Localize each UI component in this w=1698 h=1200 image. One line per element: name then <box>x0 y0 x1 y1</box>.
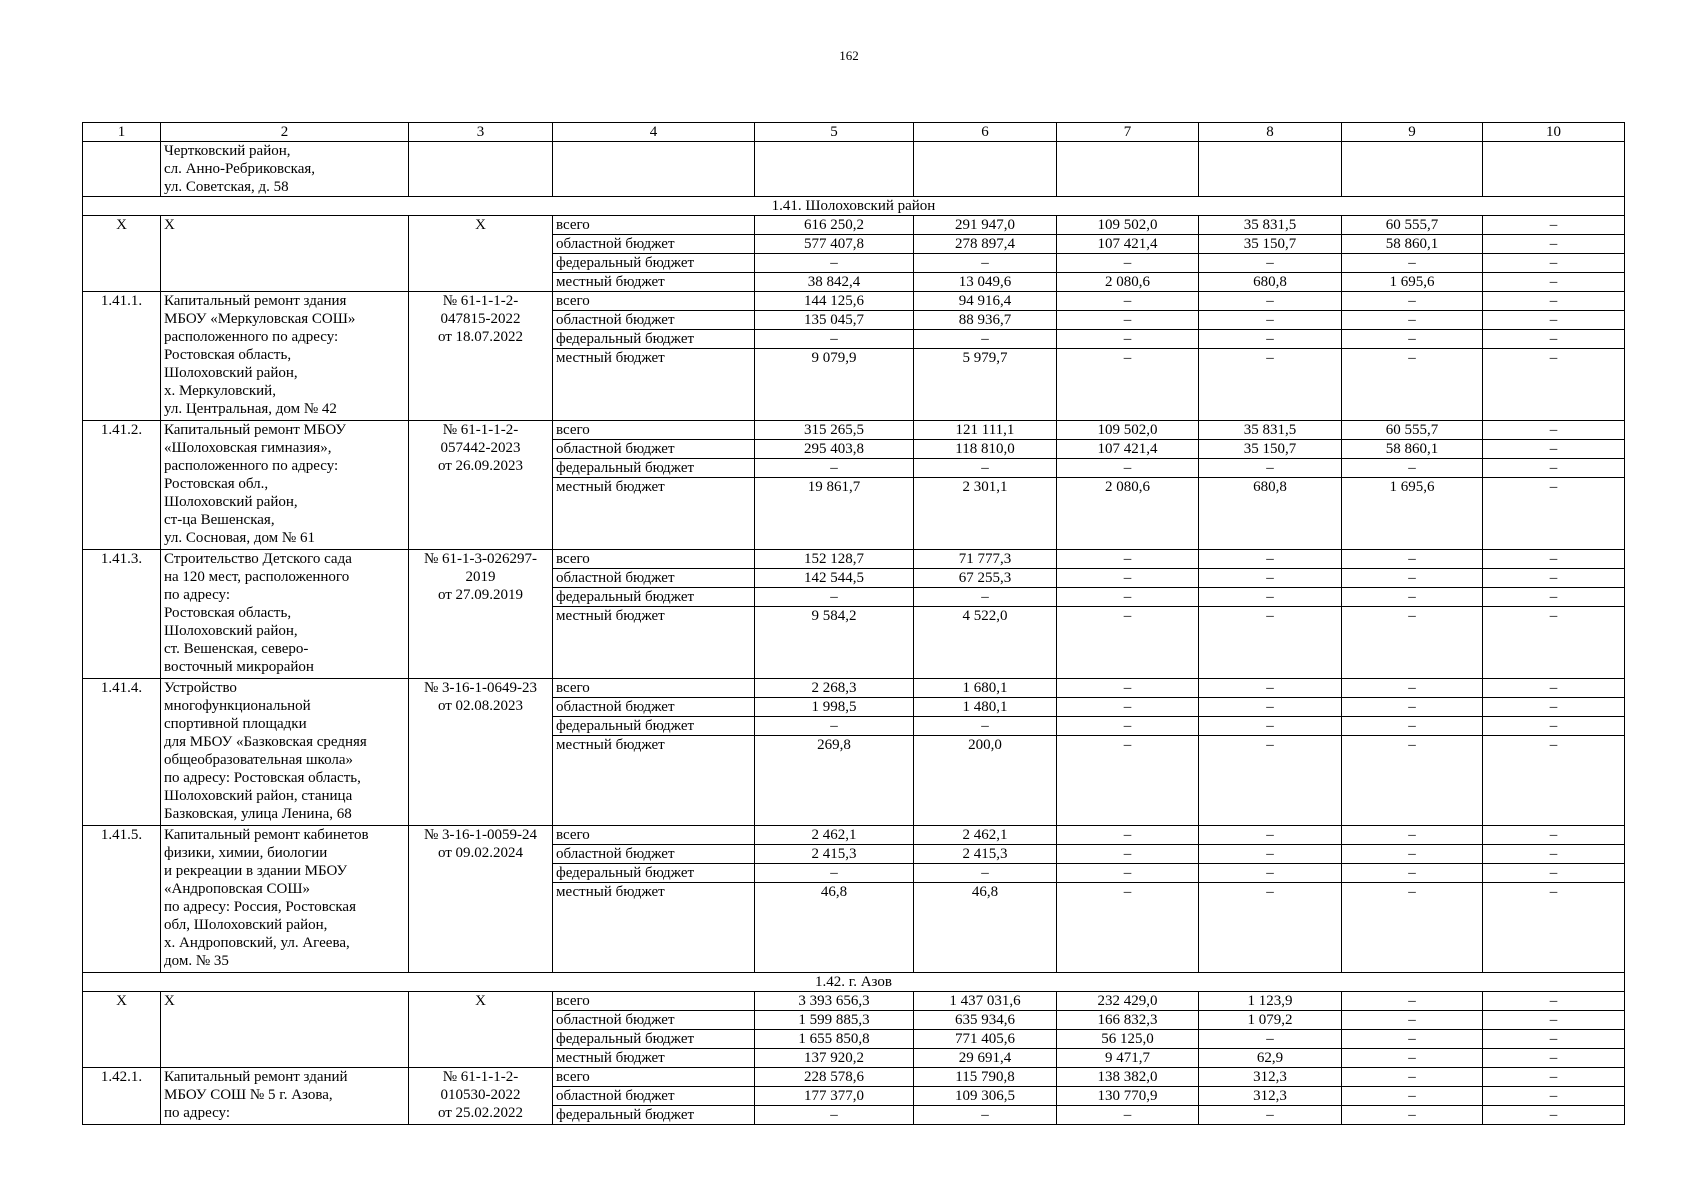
value-cell: – <box>1483 992 1625 1011</box>
value-cell: – <box>1057 717 1199 736</box>
value-cell: 177 377,0 <box>755 1087 914 1106</box>
table-row <box>83 826 1625 845</box>
budget-label: областной бюджет <box>553 311 755 330</box>
value-cell: 107 421,4 <box>1057 440 1199 459</box>
item-name: X <box>161 216 409 292</box>
value-cell: – <box>1342 864 1483 883</box>
value-cell: 232 429,0 <box>1057 992 1199 1011</box>
value-cell: 56 125,0 <box>1057 1030 1199 1049</box>
budget-label: федеральный бюджет <box>553 459 755 478</box>
empty-cell <box>553 142 755 197</box>
value-cell: – <box>1057 679 1199 698</box>
permit-number: № 61-1-1-2- 057442-2023 от 26.09.2023 <box>409 421 553 550</box>
item-number: 1.41.4. <box>83 679 161 826</box>
budget-label: областной бюджет <box>553 1087 755 1106</box>
budget-label: всего <box>553 679 755 698</box>
value-cell: – <box>1483 478 1625 550</box>
item-number: 1.41.2. <box>83 421 161 550</box>
value-cell: – <box>1199 826 1342 845</box>
value-cell: – <box>1483 826 1625 845</box>
value-cell: – <box>1342 311 1483 330</box>
value-cell: – <box>914 459 1057 478</box>
column-number: 8 <box>1199 123 1342 142</box>
value-cell: – <box>1483 421 1625 440</box>
value-cell: – <box>1483 569 1625 588</box>
value-cell: – <box>1342 679 1483 698</box>
item-number <box>83 142 161 197</box>
value-cell: – <box>1057 349 1199 421</box>
value-cell: – <box>1483 679 1625 698</box>
value-cell: – <box>1483 273 1625 292</box>
budget-label: федеральный бюджет <box>553 330 755 349</box>
value-cell: 1 480,1 <box>914 698 1057 717</box>
value-cell: 1 695,6 <box>1342 273 1483 292</box>
value-cell: 115 790,8 <box>914 1068 1057 1087</box>
value-cell: – <box>1199 459 1342 478</box>
value-cell: – <box>755 254 914 273</box>
value-cell: 9 079,9 <box>755 349 914 421</box>
value-cell: 577 407,8 <box>755 235 914 254</box>
value-cell: – <box>1057 569 1199 588</box>
value-cell: – <box>1342 292 1483 311</box>
value-cell: – <box>1342 736 1483 826</box>
budget-label: местный бюджет <box>553 349 755 421</box>
empty-cell <box>1483 142 1625 197</box>
value-cell: 58 860,1 <box>1342 440 1483 459</box>
value-cell: 144 125,6 <box>755 292 914 311</box>
value-cell: – <box>1483 1030 1625 1049</box>
budget-label: областной бюджет <box>553 235 755 254</box>
value-cell: 200,0 <box>914 736 1057 826</box>
value-cell: – <box>1483 607 1625 679</box>
value-cell: – <box>1342 607 1483 679</box>
value-cell: – <box>1199 1106 1342 1125</box>
column-number: 5 <box>755 123 914 142</box>
empty-cell <box>1342 142 1483 197</box>
value-cell: – <box>1057 826 1199 845</box>
table-row <box>83 421 1625 440</box>
item-number: X <box>83 992 161 1068</box>
value-cell: 71 777,3 <box>914 550 1057 569</box>
value-cell: – <box>1342 1049 1483 1068</box>
value-cell: – <box>1483 550 1625 569</box>
value-cell: 2 080,6 <box>1057 478 1199 550</box>
value-cell: 13 049,6 <box>914 273 1057 292</box>
value-cell: – <box>1483 883 1625 973</box>
value-cell: 771 405,6 <box>914 1030 1057 1049</box>
value-cell: 109 306,5 <box>914 1087 1057 1106</box>
value-cell: 60 555,7 <box>1342 216 1483 235</box>
value-cell: – <box>1483 1106 1625 1125</box>
value-cell: 315 265,5 <box>755 421 914 440</box>
value-cell: – <box>1342 698 1483 717</box>
value-cell: – <box>1483 588 1625 607</box>
value-cell: 1 123,9 <box>1199 992 1342 1011</box>
value-cell: – <box>1483 292 1625 311</box>
budget-label: федеральный бюджет <box>553 717 755 736</box>
value-cell: – <box>1057 550 1199 569</box>
permit-number: X <box>409 216 553 292</box>
value-cell: – <box>914 717 1057 736</box>
item-number: 1.41.1. <box>83 292 161 421</box>
value-cell: – <box>755 717 914 736</box>
budget-label: местный бюджет <box>553 1049 755 1068</box>
value-cell: 94 916,4 <box>914 292 1057 311</box>
budget-label: областной бюджет <box>553 569 755 588</box>
value-cell: 46,8 <box>755 883 914 973</box>
value-cell: – <box>1342 349 1483 421</box>
value-cell: 2 415,3 <box>755 845 914 864</box>
value-cell: – <box>1342 1030 1483 1049</box>
value-cell: 29 691,4 <box>914 1049 1057 1068</box>
permit-number: № 61-1-1-2- 047815-2022 от 18.07.2022 <box>409 292 553 421</box>
item-name: Капитальный ремонт зданий МБОУ СОШ № 5 г. Азова, по адресу: <box>161 1068 409 1125</box>
budget-label: всего <box>553 550 755 569</box>
value-cell: – <box>1342 992 1483 1011</box>
value-cell: 228 578,6 <box>755 1068 914 1087</box>
value-cell: 109 502,0 <box>1057 216 1199 235</box>
value-cell: – <box>1199 845 1342 864</box>
value-cell: – <box>1483 1087 1625 1106</box>
value-cell: – <box>1057 311 1199 330</box>
budget-label: всего <box>553 992 755 1011</box>
value-cell: – <box>1483 440 1625 459</box>
permit-number: № 61-1-1-2- 010530-2022 от 25.02.2022 <box>409 1068 553 1125</box>
value-cell: 130 770,9 <box>1057 1087 1199 1106</box>
value-cell: 312,3 <box>1199 1068 1342 1087</box>
value-cell: 269,8 <box>755 736 914 826</box>
value-cell: – <box>1199 349 1342 421</box>
value-cell: 38 842,4 <box>755 273 914 292</box>
value-cell: – <box>1342 254 1483 273</box>
budget-table <box>82 122 1625 1125</box>
value-cell: – <box>914 1106 1057 1125</box>
item-name: X <box>161 992 409 1068</box>
value-cell: – <box>1483 698 1625 717</box>
value-cell: – <box>1342 330 1483 349</box>
value-cell: 19 861,7 <box>755 478 914 550</box>
value-cell: – <box>1342 717 1483 736</box>
item-number: 1.41.3. <box>83 550 161 679</box>
value-cell: 2 268,3 <box>755 679 914 698</box>
value-cell: 2 462,1 <box>914 826 1057 845</box>
budget-label: местный бюджет <box>553 883 755 973</box>
value-cell: 1 695,6 <box>1342 478 1483 550</box>
value-cell: 88 936,7 <box>914 311 1057 330</box>
value-cell: 137 920,2 <box>755 1049 914 1068</box>
value-cell: – <box>1199 292 1342 311</box>
item-number: 1.42.1. <box>83 1068 161 1125</box>
value-cell: 291 947,0 <box>914 216 1057 235</box>
value-cell: – <box>1483 311 1625 330</box>
value-cell: – <box>1057 292 1199 311</box>
value-cell: – <box>1342 1106 1483 1125</box>
value-cell: – <box>914 254 1057 273</box>
value-cell: 1 998,5 <box>755 698 914 717</box>
value-cell: – <box>1483 1011 1625 1030</box>
section-title: 1.42. г. Азов <box>83 973 1625 992</box>
value-cell: 295 403,8 <box>755 440 914 459</box>
value-cell: 1 599 885,3 <box>755 1011 914 1030</box>
value-cell: – <box>1057 330 1199 349</box>
value-cell: 46,8 <box>914 883 1057 973</box>
value-cell: 5 979,7 <box>914 349 1057 421</box>
table-row <box>83 1068 1625 1087</box>
value-cell: 2 301,1 <box>914 478 1057 550</box>
value-cell: – <box>914 588 1057 607</box>
budget-label: всего <box>553 292 755 311</box>
value-cell: 9 471,7 <box>1057 1049 1199 1068</box>
item-number: 1.41.5. <box>83 826 161 973</box>
value-cell: 2 415,3 <box>914 845 1057 864</box>
value-cell: 142 544,5 <box>755 569 914 588</box>
value-cell: – <box>1199 569 1342 588</box>
empty-cell <box>1057 142 1199 197</box>
value-cell: 35 150,7 <box>1199 235 1342 254</box>
page-number: 162 <box>839 48 859 63</box>
value-cell: – <box>1483 845 1625 864</box>
header-row <box>83 123 1625 142</box>
budget-label: областной бюджет <box>553 845 755 864</box>
value-cell: 278 897,4 <box>914 235 1057 254</box>
value-cell: – <box>755 588 914 607</box>
value-cell: – <box>1483 1049 1625 1068</box>
value-cell: 166 832,3 <box>1057 1011 1199 1030</box>
column-number: 9 <box>1342 123 1483 142</box>
table-row <box>83 550 1625 569</box>
value-cell: – <box>1199 330 1342 349</box>
value-cell: – <box>1057 736 1199 826</box>
value-cell: 62,9 <box>1199 1049 1342 1068</box>
value-cell: – <box>1057 864 1199 883</box>
budget-label: местный бюджет <box>553 607 755 679</box>
empty-cell <box>1199 142 1342 197</box>
value-cell: 680,8 <box>1199 273 1342 292</box>
value-cell: 1 680,1 <box>914 679 1057 698</box>
value-cell: – <box>1483 864 1625 883</box>
item-name: Капитальный ремонт МБОУ «Шолоховская гимназия», расположенного по адресу: Ростовская обл., Шолоховский район, ст-ца Вешенская, ул. Сосновая, дом № 61 <box>161 421 409 550</box>
value-cell: – <box>1483 459 1625 478</box>
value-cell: – <box>1342 588 1483 607</box>
value-cell: – <box>1199 679 1342 698</box>
value-cell: – <box>1342 826 1483 845</box>
budget-label: областной бюджет <box>553 1011 755 1030</box>
section-row <box>83 973 1625 992</box>
permit-number: X <box>409 992 553 1068</box>
value-cell: 3 393 656,3 <box>755 992 914 1011</box>
permit-number: № 3-16-1-0649-23 от 02.08.2023 <box>409 679 553 826</box>
column-number: 4 <box>553 123 755 142</box>
value-cell: – <box>1342 1068 1483 1087</box>
item-name: Капитальный ремонт здания МБОУ «Меркуловская СОШ» расположенного по адресу: Ростовская область, Шолоховский район, х. Меркуловский, ул. Центральная, дом № 42 <box>161 292 409 421</box>
value-cell: – <box>755 864 914 883</box>
budget-table-body <box>83 123 1625 1125</box>
value-cell: – <box>1342 550 1483 569</box>
value-cell: 35 831,5 <box>1199 216 1342 235</box>
empty-cell <box>914 142 1057 197</box>
value-cell: 2 080,6 <box>1057 273 1199 292</box>
value-cell: 109 502,0 <box>1057 421 1199 440</box>
value-cell: – <box>1057 883 1199 973</box>
value-cell: – <box>1199 698 1342 717</box>
value-cell: – <box>1483 216 1625 235</box>
value-cell: – <box>1342 1087 1483 1106</box>
value-cell: 58 860,1 <box>1342 235 1483 254</box>
value-cell: 67 255,3 <box>914 569 1057 588</box>
value-cell: 9 584,2 <box>755 607 914 679</box>
column-number: 10 <box>1483 123 1625 142</box>
value-cell: – <box>1483 736 1625 826</box>
value-cell: – <box>1057 1106 1199 1125</box>
column-number: 6 <box>914 123 1057 142</box>
value-cell: 312,3 <box>1199 1087 1342 1106</box>
table-row <box>83 216 1625 235</box>
section-title: 1.41. Шолоховский район <box>83 197 1625 216</box>
value-cell: 152 128,7 <box>755 550 914 569</box>
value-cell: 107 421,4 <box>1057 235 1199 254</box>
table-row <box>83 142 1625 197</box>
value-cell: – <box>1342 1011 1483 1030</box>
value-cell: – <box>1199 1030 1342 1049</box>
item-name: Чертковский район, сл. Анно-Ребриковская, ул. Советская, д. 58 <box>161 142 409 197</box>
table-row <box>83 992 1625 1011</box>
value-cell: – <box>1199 550 1342 569</box>
value-cell: 35 150,7 <box>1199 440 1342 459</box>
value-cell: 1 655 850,8 <box>755 1030 914 1049</box>
value-cell: 616 250,2 <box>755 216 914 235</box>
column-number: 7 <box>1057 123 1199 142</box>
budget-label: местный бюджет <box>553 273 755 292</box>
budget-label: всего <box>553 421 755 440</box>
value-cell: – <box>1342 883 1483 973</box>
value-cell: – <box>1342 569 1483 588</box>
value-cell: – <box>914 864 1057 883</box>
item-number: X <box>83 216 161 292</box>
budget-label: федеральный бюджет <box>553 864 755 883</box>
value-cell: 35 831,5 <box>1199 421 1342 440</box>
column-number: 2 <box>161 123 409 142</box>
value-cell: – <box>1483 235 1625 254</box>
budget-label: всего <box>553 1068 755 1087</box>
permit-number: № 3-16-1-0059-24 от 09.02.2024 <box>409 826 553 973</box>
budget-label: федеральный бюджет <box>553 1030 755 1049</box>
table-row <box>83 679 1625 698</box>
budget-label: всего <box>553 826 755 845</box>
value-cell: – <box>1483 254 1625 273</box>
section-row <box>83 197 1625 216</box>
permit-number <box>409 142 553 197</box>
value-cell: – <box>1483 349 1625 421</box>
item-name: Капитальный ремонт кабинетов физики, химии, биологии и рекреации в здании МБОУ «Андроповская СОШ» по адресу: Россия, Ростовская обл, Шолоховский район, х. Андроповский, ул. Агеева, дом. № 35 <box>161 826 409 973</box>
budget-label: областной бюджет <box>553 698 755 717</box>
item-name: Строительство Детского сада на 120 мест, расположенного по адресу: Ростовская область, Шолоховский район, ст. Вешенская, северо- восточный микрорайон <box>161 550 409 679</box>
value-cell: – <box>1057 698 1199 717</box>
value-cell: – <box>1483 717 1625 736</box>
budget-label: местный бюджет <box>553 478 755 550</box>
value-cell: – <box>755 330 914 349</box>
value-cell: 4 522,0 <box>914 607 1057 679</box>
value-cell: – <box>1342 845 1483 864</box>
value-cell: – <box>755 1106 914 1125</box>
value-cell: – <box>1057 254 1199 273</box>
value-cell: 135 045,7 <box>755 311 914 330</box>
empty-cell <box>755 142 914 197</box>
value-cell: – <box>1483 1068 1625 1087</box>
value-cell: 60 555,7 <box>1342 421 1483 440</box>
budget-label: федеральный бюджет <box>553 588 755 607</box>
value-cell: – <box>1199 254 1342 273</box>
value-cell: – <box>1199 311 1342 330</box>
value-cell: 680,8 <box>1199 478 1342 550</box>
value-cell: 121 111,1 <box>914 421 1057 440</box>
budget-label: федеральный бюджет <box>553 254 755 273</box>
value-cell: – <box>755 459 914 478</box>
value-cell: – <box>1199 607 1342 679</box>
value-cell: – <box>914 330 1057 349</box>
value-cell: – <box>1057 607 1199 679</box>
value-cell: – <box>1199 883 1342 973</box>
value-cell: – <box>1199 588 1342 607</box>
budget-label: местный бюджет <box>553 736 755 826</box>
column-number: 3 <box>409 123 553 142</box>
value-cell: 138 382,0 <box>1057 1068 1199 1087</box>
value-cell: 1 437 031,6 <box>914 992 1057 1011</box>
value-cell: – <box>1342 459 1483 478</box>
value-cell: – <box>1057 845 1199 864</box>
budget-label: федеральный бюджет <box>553 1106 755 1125</box>
table-row <box>83 292 1625 311</box>
column-number: 1 <box>83 123 161 142</box>
value-cell: – <box>1483 330 1625 349</box>
item-name: Устройство многофункциональной спортивной площадки для МБОУ «Базковская средняя общеобразовательная школа» по адресу: Ростовская область, Шолоховский район, станица Базковская, улица Ленина, 68 <box>161 679 409 826</box>
value-cell: 2 462,1 <box>755 826 914 845</box>
value-cell: – <box>1057 459 1199 478</box>
value-cell: – <box>1199 717 1342 736</box>
value-cell: – <box>1057 588 1199 607</box>
value-cell: 635 934,6 <box>914 1011 1057 1030</box>
budget-label: всего <box>553 216 755 235</box>
value-cell: 118 810,0 <box>914 440 1057 459</box>
value-cell: – <box>1199 736 1342 826</box>
budget-label: областной бюджет <box>553 440 755 459</box>
value-cell: – <box>1199 864 1342 883</box>
value-cell: 1 079,2 <box>1199 1011 1342 1030</box>
permit-number: № 61-1-3-026297- 2019 от 27.09.2019 <box>409 550 553 679</box>
